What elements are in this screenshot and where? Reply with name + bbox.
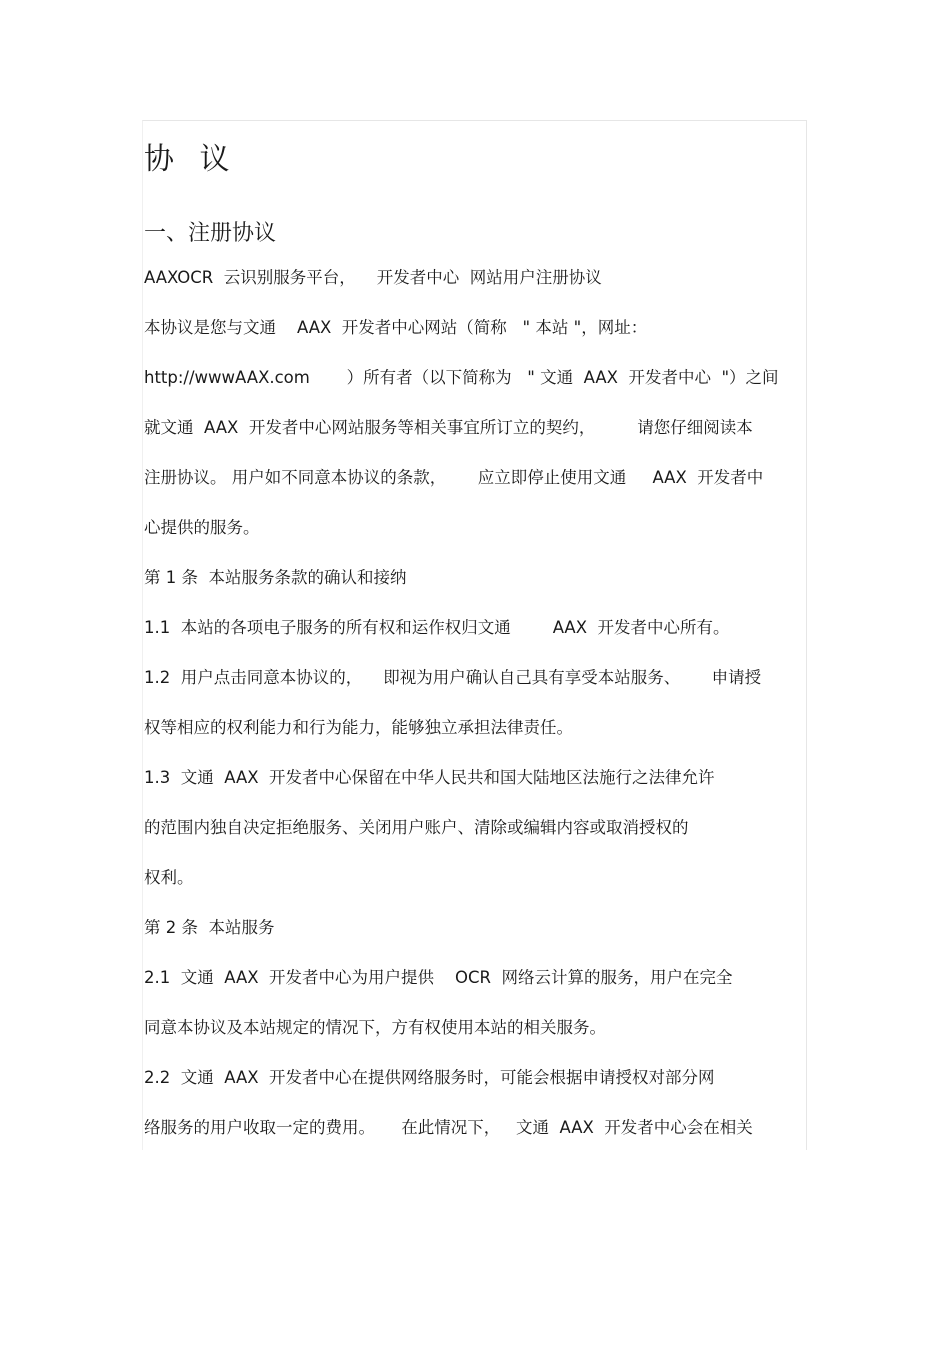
clause-line: 2.1 文通 AAX 开发者中心为用户提供 OCR 网络云计算的服务，用户在完全 — [144, 968, 733, 987]
clause-line: 2.2 文通 AAX 开发者中心在提供网络服务时，可能会根据申请授权对部分网 — [144, 1068, 715, 1087]
article-heading: 第 2 条 本站服务 — [144, 918, 275, 937]
clause-line: 权等相应的权利能力和行为能力，能够独立承担法律责任。 — [144, 718, 573, 737]
document-title: 协 议 — [144, 142, 238, 177]
clause-line: 同意本协议及本站规定的情况下，方有权使用本站的相关服务。 — [144, 1018, 606, 1037]
paragraph-line: 就文通 AAX 开发者中心网站服务等相关事宜所订立的契约， 请您仔细阅读本 — [144, 418, 753, 437]
clause-line: 的范围内独自决定拒绝服务、关闭用户账户、清除或编辑内容或取消授权的 — [144, 818, 689, 837]
intro-line: AAXOCR 云识别服务平台， 开发者中心 网站用户注册协议 — [144, 268, 602, 287]
clause-line: 1.3 文通 AAX 开发者中心保留在中华人民共和国大陆地区法施行之法律允许 — [144, 768, 715, 787]
paragraph-line: http://wwwAAX.com ）所有者（以下简称为 " 文通 AAX 开发者中心 "）之间 — [144, 368, 779, 387]
article-heading: 第 1 条 本站服务条款的确认和接纳 — [144, 568, 407, 587]
clause-line: 络服务的用户收取一定的费用。 在此情况下， 文通 AAX 开发者中心会在相关 — [144, 1118, 753, 1137]
paragraph-line: 注册协议。 用户如不同意本协议的条款， 应立即停止使用文通 AAX 开发者中 — [144, 468, 764, 487]
clause-line: 1.2 用户点击同意本协议的， 即视为用户确认自己具有享受本站服务、 申请授 — [144, 668, 762, 687]
section-heading: 一、注册协议 — [144, 221, 277, 246]
paragraph-line: 心提供的服务。 — [144, 518, 260, 537]
clause-line: 1.1 本站的各项电子服务的所有权和运作权归文通 AAX 开发者中心所有。 — [144, 618, 730, 637]
clause-line: 权利。 — [144, 868, 194, 887]
paragraph-line: 本协议是您与文通 AAX 开发者中心网站（简称 " 本站 "，网址： — [144, 318, 648, 337]
